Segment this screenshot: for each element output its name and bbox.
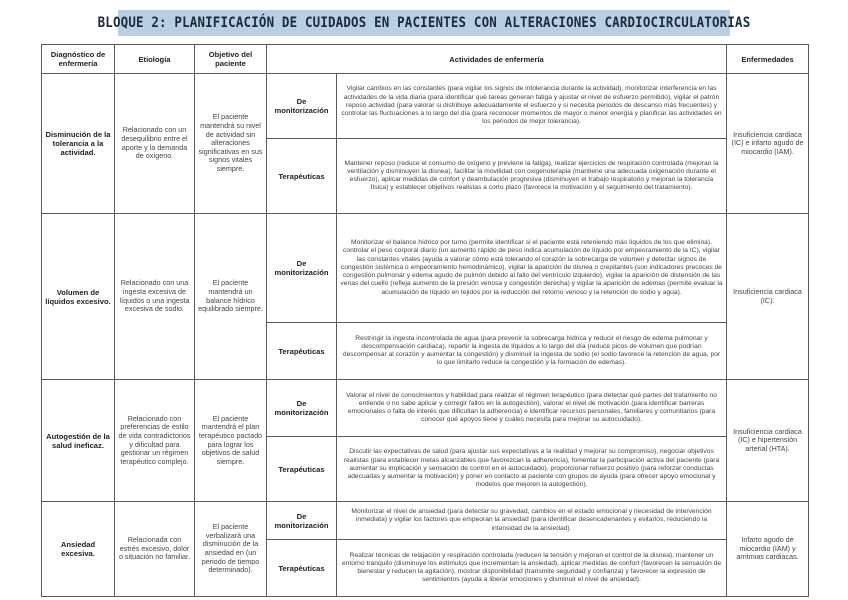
therapeutic-activities: Discutir las expectativas de salud (para ajustar sus expectativas a la realidad y mejorar su compromiso), negociar objetivos realistas (para establecer metas alcanzables que favorezcan la adherencia), fomentar la participación activa del paciente (para aumentar su implicación y sensación de control en el autocuidado), proporcionar refuerzo positivo (para reforzar conductas adecuadas y aumentar la motivación) y poner en contacto al paciente con grupos de ayuda (para ofrecer apoyo emocional y modelos que mejoren la autogestión). bbox=[337, 437, 727, 502]
monitoring-activities: Vigilar cambios en las constantes (para vigilar los signos de intolerancia durante la actividad), monitorizar interferencia en las actividades de la vida diaria (para identificar qué tareas generan fatiga y ajustar el nivel de esfuerzo permitido), vigilar el patrón reposo actividad (para valorar si distribuye adecuadamente el esfuerzo y si necesita periodos de descanso más frecuentes) y controlar las fluctuaciones a lo largo del día (para reconocer momentos de mayor o menor energía y planificar las actividades en los periodos de mejor tolerancia). bbox=[337, 74, 727, 139]
diagnosis-cell: Disminución de la tolerancia a la actividad. bbox=[42, 74, 115, 214]
table-row bbox=[42, 74, 809, 139]
therapeutic-label: Terapéuticas bbox=[267, 139, 337, 214]
diseases-cell: Insuficiencia cardiaca (IC) e infarto agudo de miocardio (IAM). bbox=[727, 74, 809, 214]
etiology-cell: Relacionada con estrés excesivo, dolor o situación no familiar. bbox=[115, 502, 195, 597]
header-activities: Actividades de enfermería bbox=[267, 45, 727, 74]
etiology-cell: Relacionado con preferencias de estilo de vida contradictorios y dificultad para gestionar un régimen terapéutico complejo. bbox=[115, 380, 195, 502]
diagnosis-cell: Ansiedad excesiva. bbox=[42, 502, 115, 597]
etiology-cell: Relacionado con un desequilibrio entre el aporte y la demanda de oxígeno. bbox=[115, 74, 195, 214]
monitoring-activities: Valorar el nivel de conocimientos y habilidad para realizar el régimen terapéutico (para detectar qué partes del tratamiento no entiende o no sabe aplicar y corregir fallos en la autogestión), valorar el nivel de motivación (para identificar barreras emocionales o falta de interés que dificultan la adherencia) e identificar recursos personales, familiares y comunitarios (para conocer qué apoyos tiene y cuáles necesita para mejorar su autocuidado). bbox=[337, 380, 727, 437]
monitoring-label: De monitorización bbox=[267, 214, 337, 323]
diagnosis-cell: Volumen de líquidos excesivo. bbox=[42, 214, 115, 380]
diseases-cell: Insuficiencia cardiaca (IC). bbox=[727, 214, 809, 380]
table-row bbox=[42, 380, 809, 437]
header-diseases: Enfermedades bbox=[727, 45, 809, 74]
header-row bbox=[42, 45, 809, 74]
header-objective: Objetivo del paciente bbox=[195, 45, 267, 74]
therapeutic-label: Terapéuticas bbox=[267, 540, 337, 597]
monitoring-label: De monitorización bbox=[267, 380, 337, 437]
diseases-cell: Insuficiencia cardiaca (IC) e hipertensión arterial (HTA). bbox=[727, 380, 809, 502]
table-row bbox=[42, 502, 809, 540]
objective-cell: El paciente mantendrá su nivel de actividad sin alteraciones significativas en sus signos vitales siempre. bbox=[195, 74, 267, 214]
header-diagnosis: Diagnóstico de enfermería bbox=[42, 45, 115, 74]
therapeutic-label: Terapéuticas bbox=[267, 437, 337, 502]
page-title: BLOQUE 2: PLANIFICACIÓN DE CUIDADOS EN PACIENTES CON ALTERACIONES CARDIOCIRCULATORIAS bbox=[97, 15, 751, 31]
diagnosis-cell: Autogestión de la salud ineficaz. bbox=[42, 380, 115, 502]
therapeutic-activities: Mantener reposo (reduce el consumo de oxígeno y previene la fatiga), realizar ejercicios de respiración controlada (mejoran la ventilación y disminuyen la disnea), facilitar la movilidad con oxigenoterapia (mantiene una adecuada oxigenación durante el esfuerzo), aplicar medidas de confort y deambulación progresiva (disminuyen el trabajo respiratorio y mejoran la tolerancia física) y establecer objetivos realistas a corto plazo (favorece la motivación y el seguimiento del tratamiento). bbox=[337, 139, 727, 214]
therapeutic-label: Terapéuticas bbox=[267, 323, 337, 380]
monitoring-activities: Monitorizar el nivel de ansiedad (para detectar su gravedad, cambios en el estado emocional y necesidad de intervención inmediata) y vigilar los factores que empeoran la ansiedad (para identificar desencadenantes y evitarlos, reduciendo la intensidad de la ansiedad). bbox=[337, 502, 727, 540]
objective-cell: El paciente mantendrá un balance hídrico equilibrado siempre. bbox=[195, 214, 267, 380]
monitoring-activities: Monitorizar el balance hídrico por turno (permite identificar si el paciente está reteniendo más líquidos de los que elimina), controlar el peso corporal diario (un aumento rápido de peso indica acumulación de líquido por empeoramiento de la IC), vigilar las constantes vitales (ayuda a valorar cómo está tolerando el corazón la sobrecarga de volumen y detectar signos de congestión sistémica o empeoramiento hemodinámico), vigilar la aparición de disnea o crepitantes (son indicadores precoces de congestión pulmonar y edema agudo de pulmón debido al fallo del ventrículo izquierdo), vigilar la aparición de distensión de las venas del cuello (refleja aumento de la presión venosa y congestión derecha) y vigilar la aparición de edemas (permite evaluar la acumulación de líquido en tejidos por la reducción del retorno venoso y la retención de sodio y agua). bbox=[337, 214, 727, 323]
table-row bbox=[42, 214, 809, 323]
therapeutic-activities: Realizar técnicas de relajación y respiración controlada (reducen la tensión y mejoran el control de la disnea), mantener un entorno tranquilo (disminuye los estímulos que incrementan la ansiedad), aplicar medidas de confort (favorecen la sensación de bienestar y reducen la agitación), mostrar disponibilidad (transmite seguridad y confianza) y favorecer la expresión de sentimientos (ayuda a liberar emociones y disminuir el nivel de ansiedad). bbox=[337, 540, 727, 597]
monitoring-label: De monitorización bbox=[267, 502, 337, 540]
header-etiology: Etiología bbox=[115, 45, 195, 74]
diseases-cell: Infarto agudo de miocardio (IAM) y arritmias cardiacas. bbox=[727, 502, 809, 597]
objective-cell: El paciente mantendrá el plan terapéutico pactado para lograr los objetivos de salud siempre. bbox=[195, 380, 267, 502]
therapeutic-activities: Restringir la ingesta incontrolada de agua (para prevenir la sobrecarga hídrica y reducir el riesgo de edema pulmonar y descompensación cardiaca), repartir la ingesta de líquidos a lo largo del día (reduce picos de volumen que podrían descompensar al corazón y aumentar la congestión) y disminuir la ingesta de sodio (el sodio favorece la retención de agua, por lo que limitarlo reduce la congestión y la formación de edemas). bbox=[337, 323, 727, 380]
care-plan-table bbox=[41, 44, 809, 597]
objective-cell: El paciente verbalizará una disminución de la ansiedad en (un periodo de tiempo determinado). bbox=[195, 502, 267, 597]
etiology-cell: Relacionado con una ingesta excesiva de líquidos o una ingesta excesiva de sodio. bbox=[115, 214, 195, 380]
monitoring-label: De monitorización bbox=[267, 74, 337, 139]
